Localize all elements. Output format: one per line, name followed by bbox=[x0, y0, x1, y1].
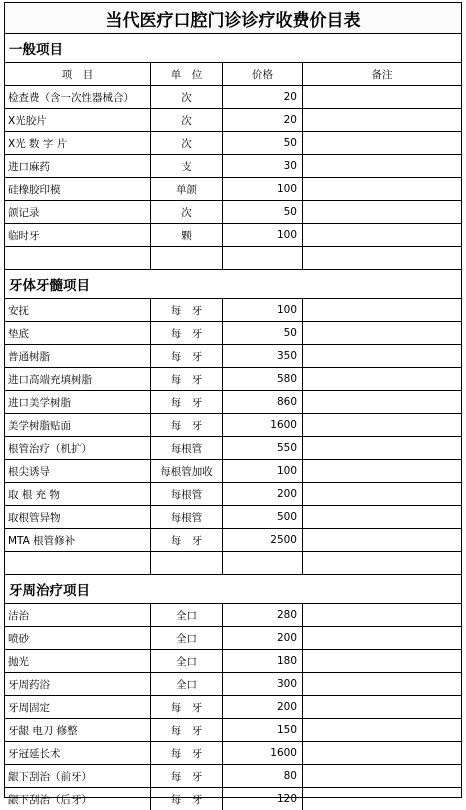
price-cell: 580 bbox=[223, 368, 303, 390]
unit-cell: 全口 bbox=[151, 627, 223, 649]
table-header-row bbox=[5, 63, 461, 86]
table-row bbox=[5, 155, 461, 178]
price-cell: 1600 bbox=[223, 742, 303, 764]
header-price: 价格 bbox=[223, 63, 303, 85]
unit-cell: 全口 bbox=[151, 673, 223, 695]
item-cell: 取根管异物 bbox=[5, 506, 151, 528]
table-row bbox=[5, 529, 461, 552]
price-cell: 20 bbox=[223, 109, 303, 131]
item-cell: 牙冠延长术 bbox=[5, 742, 151, 764]
table-row bbox=[5, 437, 461, 460]
note-cell bbox=[303, 345, 461, 367]
item-cell: 洁治 bbox=[5, 604, 151, 626]
note-cell bbox=[303, 483, 461, 505]
unit-cell: 次 bbox=[151, 132, 223, 154]
table-row bbox=[5, 224, 461, 247]
table-row bbox=[5, 178, 461, 201]
unit-cell: 每根管 bbox=[151, 483, 223, 505]
table-row bbox=[5, 414, 461, 437]
note-cell bbox=[303, 765, 461, 787]
note-cell bbox=[303, 178, 461, 200]
item-cell: 牙龈 电刀 修整 bbox=[5, 719, 151, 741]
price-cell: 860 bbox=[223, 391, 303, 413]
note-cell bbox=[303, 650, 461, 672]
unit-cell bbox=[151, 247, 223, 269]
price-cell: 50 bbox=[223, 322, 303, 344]
item-cell: 进口高端充填树脂 bbox=[5, 368, 151, 390]
item-cell: MTA 根管修补 bbox=[5, 529, 151, 551]
note-cell bbox=[303, 604, 461, 626]
table-body bbox=[5, 34, 461, 810]
item-cell: 美学树脂贴面 bbox=[5, 414, 151, 436]
table-row bbox=[5, 506, 461, 529]
table-row bbox=[5, 460, 461, 483]
note-cell bbox=[303, 201, 461, 223]
note-cell bbox=[303, 506, 461, 528]
table-row bbox=[5, 696, 461, 719]
price-cell: 30 bbox=[223, 155, 303, 177]
item-cell: 龈下刮治（后牙） bbox=[5, 788, 151, 810]
section-heading: 一般项目 bbox=[5, 34, 461, 63]
item-cell: 取 根 充 物 bbox=[5, 483, 151, 505]
note-cell bbox=[303, 155, 461, 177]
price-cell: 50 bbox=[223, 132, 303, 154]
note-cell bbox=[303, 788, 461, 810]
unit-cell: 每 牙 bbox=[151, 742, 223, 764]
unit-cell: 全口 bbox=[151, 604, 223, 626]
item-cell bbox=[5, 552, 151, 574]
item-cell: X光胶片 bbox=[5, 109, 151, 131]
unit-cell: 全口 bbox=[151, 650, 223, 672]
header-note: 备注 bbox=[371, 68, 393, 81]
item-cell: 进口麻药 bbox=[5, 155, 151, 177]
table-row bbox=[5, 391, 461, 414]
table-row bbox=[5, 201, 461, 224]
item-cell: 检查费（含一次性器械合） bbox=[5, 86, 151, 108]
table-row bbox=[5, 552, 461, 575]
unit-cell: 每 牙 bbox=[151, 414, 223, 436]
note-cell bbox=[303, 224, 461, 246]
item-cell: 喷砂 bbox=[5, 627, 151, 649]
unit-cell: 支 bbox=[151, 155, 223, 177]
unit-cell: 单颌 bbox=[151, 178, 223, 200]
price-cell: 100 bbox=[223, 299, 303, 321]
price-cell: 350 bbox=[223, 345, 303, 367]
item-cell: 垫底 bbox=[5, 322, 151, 344]
price-cell bbox=[223, 552, 303, 574]
note-cell bbox=[303, 552, 461, 574]
item-cell: 抛光 bbox=[5, 650, 151, 672]
note-cell bbox=[303, 132, 461, 154]
note-cell bbox=[303, 322, 461, 344]
note-cell bbox=[303, 414, 461, 436]
price-cell: 200 bbox=[223, 696, 303, 718]
item-cell: 普通树脂 bbox=[5, 345, 151, 367]
unit-cell: 每根管 bbox=[151, 506, 223, 528]
price-cell: 2500 bbox=[223, 529, 303, 551]
page-title: 当代医疗口腔门诊诊疗收费价目表 bbox=[5, 3, 461, 34]
item-cell bbox=[5, 247, 151, 269]
unit-cell: 颗 bbox=[151, 224, 223, 246]
table-row bbox=[5, 368, 461, 391]
price-cell: 120 bbox=[223, 788, 303, 810]
table-row bbox=[5, 765, 461, 788]
note-cell bbox=[303, 673, 461, 695]
item-cell: 牙周固定 bbox=[5, 696, 151, 718]
note-cell bbox=[303, 460, 461, 482]
note-cell bbox=[303, 368, 461, 390]
item-cell: 进口美学树脂 bbox=[5, 391, 151, 413]
price-cell: 100 bbox=[223, 460, 303, 482]
item-cell: 硅橡胶印模 bbox=[5, 178, 151, 200]
table-row bbox=[5, 132, 461, 155]
table-row bbox=[5, 673, 461, 696]
price-cell: 1600 bbox=[223, 414, 303, 436]
header-item: 项 目 bbox=[5, 63, 151, 85]
price-cell bbox=[223, 247, 303, 269]
item-cell: 根管治疗（机扩） bbox=[5, 437, 151, 459]
price-cell: 100 bbox=[223, 224, 303, 246]
note-cell bbox=[303, 529, 461, 551]
section-heading: 牙体牙髓项目 bbox=[5, 270, 461, 299]
table-row bbox=[5, 322, 461, 345]
unit-cell: 每根管加收 bbox=[151, 460, 223, 482]
price-cell: 50 bbox=[223, 201, 303, 223]
price-cell: 100 bbox=[223, 178, 303, 200]
unit-cell: 每 牙 bbox=[151, 391, 223, 413]
table-row bbox=[5, 483, 461, 506]
item-cell: 牙周药浴 bbox=[5, 673, 151, 695]
unit-cell: 每 牙 bbox=[151, 696, 223, 718]
price-cell: 280 bbox=[223, 604, 303, 626]
price-table bbox=[4, 2, 462, 806]
table-row bbox=[5, 604, 461, 627]
item-cell: 临时牙 bbox=[5, 224, 151, 246]
table-row bbox=[5, 109, 461, 132]
unit-cell: 每 牙 bbox=[151, 529, 223, 551]
note-cell bbox=[303, 299, 461, 321]
price-cell: 300 bbox=[223, 673, 303, 695]
item-cell: 根尖诱导 bbox=[5, 460, 151, 482]
price-cell: 200 bbox=[223, 627, 303, 649]
item-cell: 颌记录 bbox=[5, 201, 151, 223]
unit-cell: 次 bbox=[151, 201, 223, 223]
price-cell: 20 bbox=[223, 86, 303, 108]
price-cell: 80 bbox=[223, 765, 303, 787]
item-cell: 安抚 bbox=[5, 299, 151, 321]
item-cell: X光 数 字 片 bbox=[5, 132, 151, 154]
table-row bbox=[5, 299, 461, 322]
price-cell: 150 bbox=[223, 719, 303, 741]
unit-cell bbox=[151, 552, 223, 574]
table-row bbox=[5, 719, 461, 742]
note-cell bbox=[303, 627, 461, 649]
unit-cell: 每根管 bbox=[151, 437, 223, 459]
table-row bbox=[5, 627, 461, 650]
note-cell bbox=[303, 391, 461, 413]
price-cell: 550 bbox=[223, 437, 303, 459]
table-row bbox=[5, 788, 461, 810]
unit-cell: 次 bbox=[151, 109, 223, 131]
section-heading: 牙周治疗项目 bbox=[5, 575, 461, 604]
unit-cell: 每 牙 bbox=[151, 299, 223, 321]
table-row bbox=[5, 345, 461, 368]
unit-cell: 每 牙 bbox=[151, 719, 223, 741]
unit-cell: 次 bbox=[151, 86, 223, 108]
note-cell bbox=[303, 719, 461, 741]
unit-cell: 每 牙 bbox=[151, 788, 223, 810]
note-cell bbox=[303, 696, 461, 718]
header-unit: 单 位 bbox=[151, 63, 223, 85]
note-cell bbox=[303, 109, 461, 131]
table-row bbox=[5, 650, 461, 673]
unit-cell: 每 牙 bbox=[151, 368, 223, 390]
table-row bbox=[5, 247, 461, 270]
unit-cell: 每 牙 bbox=[151, 765, 223, 787]
price-cell: 180 bbox=[223, 650, 303, 672]
price-cell: 200 bbox=[223, 483, 303, 505]
unit-cell: 每 牙 bbox=[151, 345, 223, 367]
unit-cell: 每 牙 bbox=[151, 322, 223, 344]
price-cell: 500 bbox=[223, 506, 303, 528]
note-cell bbox=[303, 742, 461, 764]
note-cell bbox=[303, 247, 461, 269]
table-row bbox=[5, 86, 461, 109]
note-cell bbox=[303, 86, 461, 108]
table-row bbox=[5, 742, 461, 765]
item-cell: 龈下刮治（前牙） bbox=[5, 765, 151, 787]
note-cell bbox=[303, 437, 461, 459]
